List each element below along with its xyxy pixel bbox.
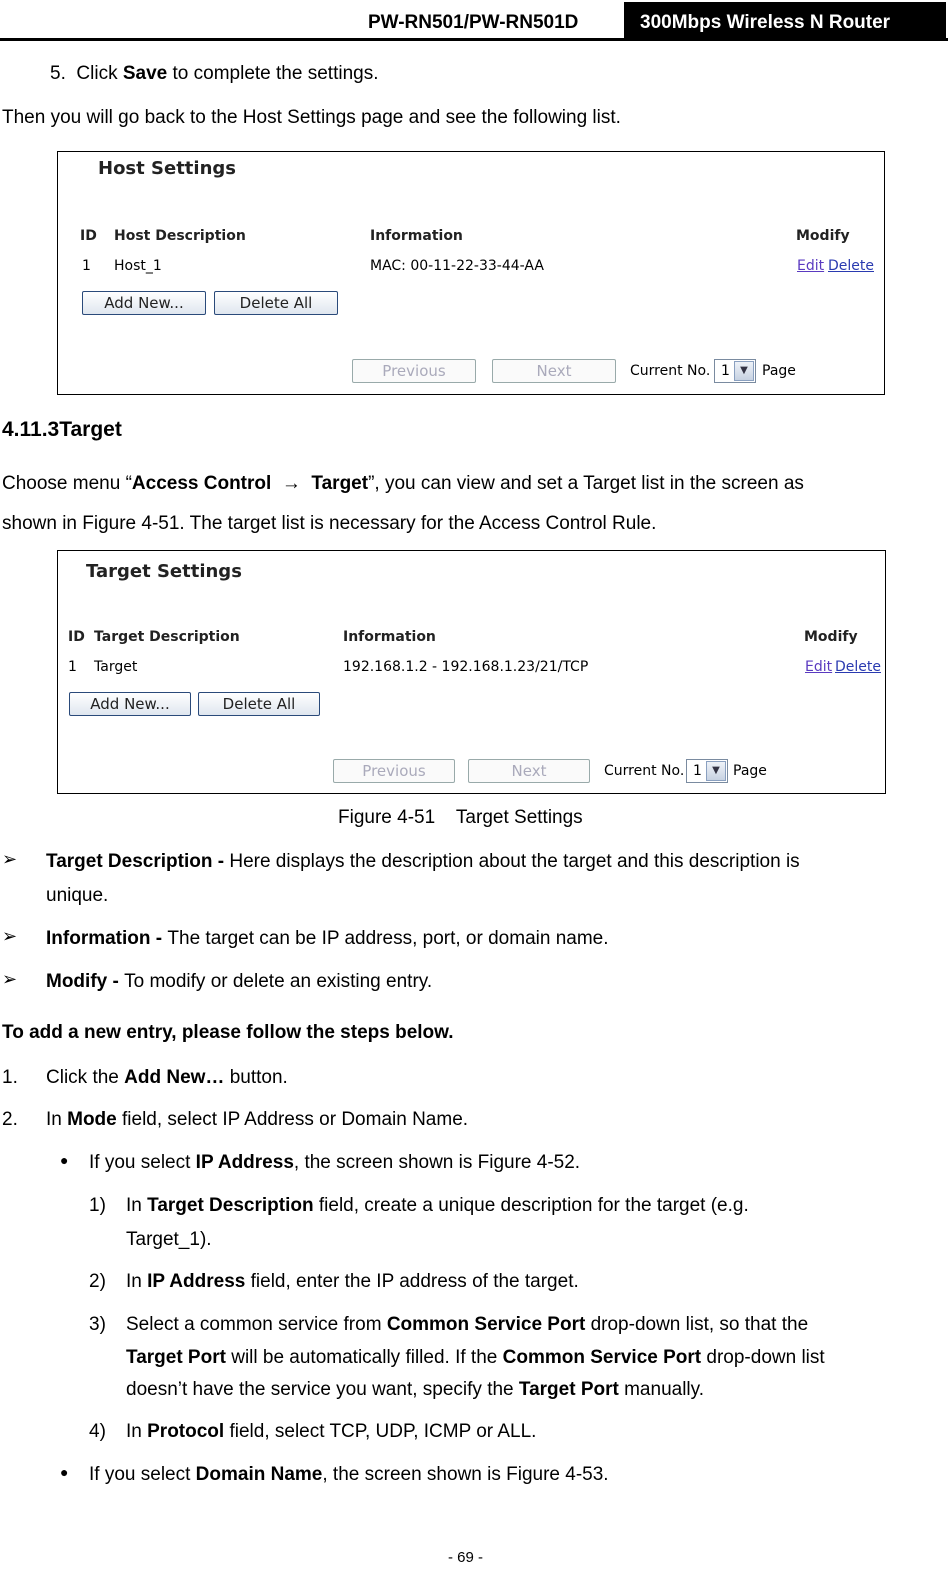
bullet-domain-name: If you select Domain Name, the screen shown is Figure 4-53. <box>89 1464 609 1485</box>
row-id: 1 <box>82 258 91 274</box>
col-id: ID <box>80 228 97 244</box>
arrow-bullet-icon: ➢ <box>2 926 18 946</box>
header-rule <box>0 38 948 41</box>
row-information: 192.168.1.2 - 192.168.1.23/21/TCP <box>343 659 589 675</box>
chevron-down-icon: ▼ <box>734 361 754 381</box>
bullet-ip-address: If you select IP Address, the screen shown is Figure 4-52. <box>89 1152 581 1173</box>
def-information: Information - The target can be IP address, port, or domain name. <box>46 928 609 949</box>
arrow-bullet-icon: ➢ <box>2 849 18 869</box>
target-settings-title: Target Settings <box>86 561 242 582</box>
page-label: Page <box>762 363 796 379</box>
col-modify: Modify <box>804 629 858 645</box>
previous-button[interactable]: Previous <box>352 359 476 383</box>
delete-link[interactable]: Delete <box>828 258 874 274</box>
edit-link[interactable]: Edit <box>805 659 833 675</box>
intro-list-text: Then you will go back to the Host Settings page and see the following list. <box>2 107 621 128</box>
host-settings-title: Host Settings <box>98 158 236 179</box>
edit-link[interactable]: Edit <box>797 258 825 274</box>
sub-1-line2: Target_1). <box>126 1229 212 1250</box>
row-id: 1 <box>68 659 77 675</box>
page-select-value: 1 <box>721 363 730 379</box>
sub-1: In Target Description field, create a unique description for the target (e.g. <box>126 1195 749 1216</box>
page-number: - 69 - <box>448 1549 484 1566</box>
sub-4: In Protocol field, select TCP, UDP, ICMP or ALL. <box>126 1421 537 1442</box>
header-model: PW-RN501/PW-RN501D <box>368 12 579 33</box>
col-information: Information <box>370 228 463 244</box>
step-2: In Mode field, select IP Address or Domain Name. <box>46 1109 469 1130</box>
step-1: Click the Add New… button. <box>46 1067 288 1088</box>
add-new-button[interactable]: Add New... <box>69 692 191 716</box>
steps-heading: To add a new entry, please follow the steps below. <box>2 1022 454 1043</box>
sub-3-line3: doesn’t have the service you want, specify the Target Port manually. <box>126 1379 705 1400</box>
target-settings-screenshot <box>57 550 886 794</box>
sub-2: In IP Address field, enter the IP address of the target. <box>126 1271 579 1292</box>
def-target-description: Target Description - Here displays the description about the target and this description is <box>46 851 800 872</box>
step-5: 5. Click Save to complete the settings. <box>50 63 379 84</box>
section-heading: 4.11.3Target <box>2 418 122 441</box>
sub-3-line1: Select a common service from Common Service Port drop-down list, so that the <box>126 1314 809 1335</box>
def-target-description-line2: unique. <box>46 885 109 906</box>
col-modify: Modify <box>796 228 850 244</box>
delete-all-button[interactable]: Delete All <box>214 291 338 315</box>
col-information: Information <box>343 629 436 645</box>
dot-bullet-icon: ● <box>60 1152 69 1168</box>
delete-all-button[interactable]: Delete All <box>198 692 320 716</box>
host-settings-screenshot <box>57 151 885 395</box>
arrow-bullet-icon: ➢ <box>2 969 18 989</box>
header-product: 300Mbps Wireless N Router <box>624 2 946 40</box>
add-new-button[interactable]: Add New... <box>82 291 206 315</box>
next-button[interactable]: Next <box>468 759 590 783</box>
page-label: Page <box>733 763 767 779</box>
delete-link[interactable]: Delete <box>835 659 881 675</box>
sub-3-line2: Target Port will be automatically filled. If the Common Service Port drop-down list <box>126 1347 825 1368</box>
page-select[interactable] <box>714 359 756 383</box>
col-id: ID <box>68 629 85 645</box>
col-host-description: Host Description <box>114 228 246 244</box>
current-no-label: Current No. <box>630 363 711 379</box>
chevron-down-icon: ▼ <box>706 761 726 781</box>
next-button[interactable]: Next <box>492 359 616 383</box>
page-select-value: 1 <box>693 763 702 779</box>
previous-button[interactable]: Previous <box>333 759 455 783</box>
sub-3-num: 3) <box>89 1314 106 1335</box>
row-target-description: Target <box>94 659 138 675</box>
dot-bullet-icon: ● <box>60 1464 69 1480</box>
col-target-description: Target Description <box>94 629 240 645</box>
figure-caption: Figure 4-51 Target Settings <box>338 807 583 828</box>
choose-menu-line: Choose menu “Access Control → Target”, you can view and set a Target list in the screen as <box>2 473 804 494</box>
def-modify: Modify - To modify or delete an existing entry. <box>46 971 433 992</box>
current-no-label: Current No. <box>604 763 685 779</box>
step-2-num: 2. <box>2 1109 18 1130</box>
row-information: MAC: 00-11-22-33-44-AA <box>370 258 544 274</box>
step-1-num: 1. <box>2 1067 18 1088</box>
choose-menu-line2: shown in Figure 4-51. The target list is necessary for the Access Control Rule. <box>2 513 657 534</box>
row-host-description: Host_1 <box>114 258 162 274</box>
sub-4-num: 4) <box>89 1421 106 1442</box>
sub-2-num: 2) <box>89 1271 106 1292</box>
page-select[interactable] <box>686 759 728 783</box>
sub-1-num: 1) <box>89 1195 106 1216</box>
